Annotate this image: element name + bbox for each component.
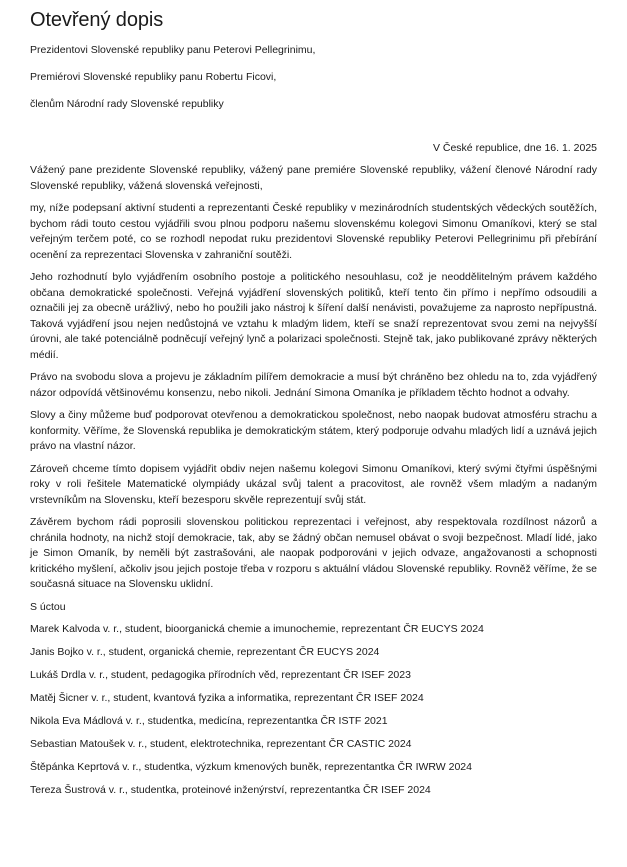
signatory-line: Janis Bojko v. r., student, organická chemie, reprezentant ČR EUCYS 2024 <box>30 645 380 658</box>
closing-text: S úctou <box>30 600 66 613</box>
addressee-national-council: členům Národní rady Slovenské republiky <box>30 98 224 110</box>
addressee-president: Prezidentovi Slovenské republiky panu Peterovi Pellegrinimu, <box>30 44 316 56</box>
signatory-line: Matěj Šicner v. r., student, kvantová fyzika a informatika, reprezentant ČR ISEF 2024 <box>30 691 424 704</box>
addressee-prime-minister: Premiérovi Slovenské republiky panu Robertu Ficovi, <box>30 71 277 83</box>
signatory-line: Marek Kalvoda v. r., student, bioorganická chemie a imunochemie, reprezentant ČR EUCYS 2024 <box>30 622 484 635</box>
signatory-line: Tereza Šustrová v. r., studentka, proteinové inženýrství, reprezentantka ČR ISEF 2024 <box>30 783 431 796</box>
body-paragraph: Právo na svobodu slova a projevu je základním pilířem demokracie a musí být chráněno bez ohledu na to, zda vyjádřený názor odpovídá většinovému konsenzu, nebo nikoli. Jednání Simona Omaníka je příkladem těchto hodnot a odvahy. <box>30 371 597 399</box>
signatory-line: Sebastian Matoušek v. r., student, elektrotechnika, reprezentant ČR CASTIC 2024 <box>30 737 412 750</box>
signatory-list <box>30 622 597 797</box>
document-title: Otevřený dopis <box>30 9 164 31</box>
body-paragraph: Jeho rozhodnutí bylo vyjádřením osobního postoje a politického nesouhlasu, což je neoddělitelným právem každého občana demokratické společnosti. Veřejná vyjádření slovenských politiků, kteří tento čin přímo i nepřímo odsoudili a označili jej za obecně urážlivý, nebo ho použili jako nástroj k šíření další nenávisti, považujeme za naprosto nepřípustná. Taková vyjádření jsou nejen nedůstojná ve vztahu k mladým lidem, kteří se snaží reprezentovat svou zemi na nejvyšší úrovni, ale také potenciálně podněcují veřejný lynč a polarizaci společnosti. Stejně tak, jako publikované zprávy některých médií. <box>30 271 597 361</box>
signatory-line: Nikola Eva Mádlová v. r., studentka, medicína, reprezentantka ČR ISTF 2021 <box>30 714 388 727</box>
body-paragraph: Slovy a činy můžeme buď podporovat otevřenou a demokratickou společnost, nebo naopak budovat atmosféru strachu a konformity. Věříme, že Slovenská republika je demokratickým státem, který podporuje odvahu mladých lidí a uznává jejich právo na vlastní názor. <box>30 409 597 452</box>
signatory-line: Lukáš Drdla v. r., student, pedagogika přírodních věd, reprezentant ČR ISEF 2023 <box>30 668 411 681</box>
signatory-line: Štěpánka Keprtová v. r., studentka, výzkum kmenových buněk, reprezentantka ČR IWRW 2024 <box>30 760 472 773</box>
body-paragraph: Zároveň chceme tímto dopisem vyjádřit obdiv nejen našemu kolegovi Simonu Omaníkovi, který svými čtyřmi úspěšnými roky v roli řešitele Matematické olympiády ukázal svůj talent a pracovitost, ale rovněž všem mladým a nadaným vrstevníkům na Slovensku, kteří bezesporu skvěle reprezentují svůj stát. <box>30 462 597 506</box>
body-paragraph: my, níže podepsaní aktivní studenti a reprezentanti České republiky v mezinárodních studentských vědeckých soutěžích, bychom rádi touto cestou vyjádřili svou plnou podporu našemu slovenskému kolegovi Simonu Omaníkovi, který se stal veřejným terčem poté, co se rozhodl nepodat ruku prezidentovi Slovenské republiky Peterovi Pellegrinimu při přebírání ocenění za reprezentaci Slovenska v zahraniční soutěži. <box>30 202 597 261</box>
letter-date: V České republice, dne 16. 1. 2025 <box>432 142 597 154</box>
conclusion-paragraph: Závěrem bychom rádi poprosili slovenskou politickou reprezentaci i veřejnost, aby respektovala rozdílnost názorů a chránila hodnoty, na nichž stojí demokracie, tak, aby se žádný občan nemusel obávat o svoji bezpečnost. Mladí lidé, jako je Simon Omaník, by neměli být zastrašováni, ale naopak podporováni v jejich odvaze, angažovanosti a schopnosti kritického myšlení, ačkoliv jsou jejich postoje třeba v rozporu s aktuální vládou Slovenské republiky. Rovněž věříme, že se současná situace na Slovensku uklidní. <box>30 516 597 590</box>
salutation-paragraph: Vážený pane prezidente Slovenské republiky, vážený pane premiére Slovenské republiky, vážení členové Národní rady Slovenské republiky, vážená slovenská veřejnosti, <box>30 164 597 192</box>
